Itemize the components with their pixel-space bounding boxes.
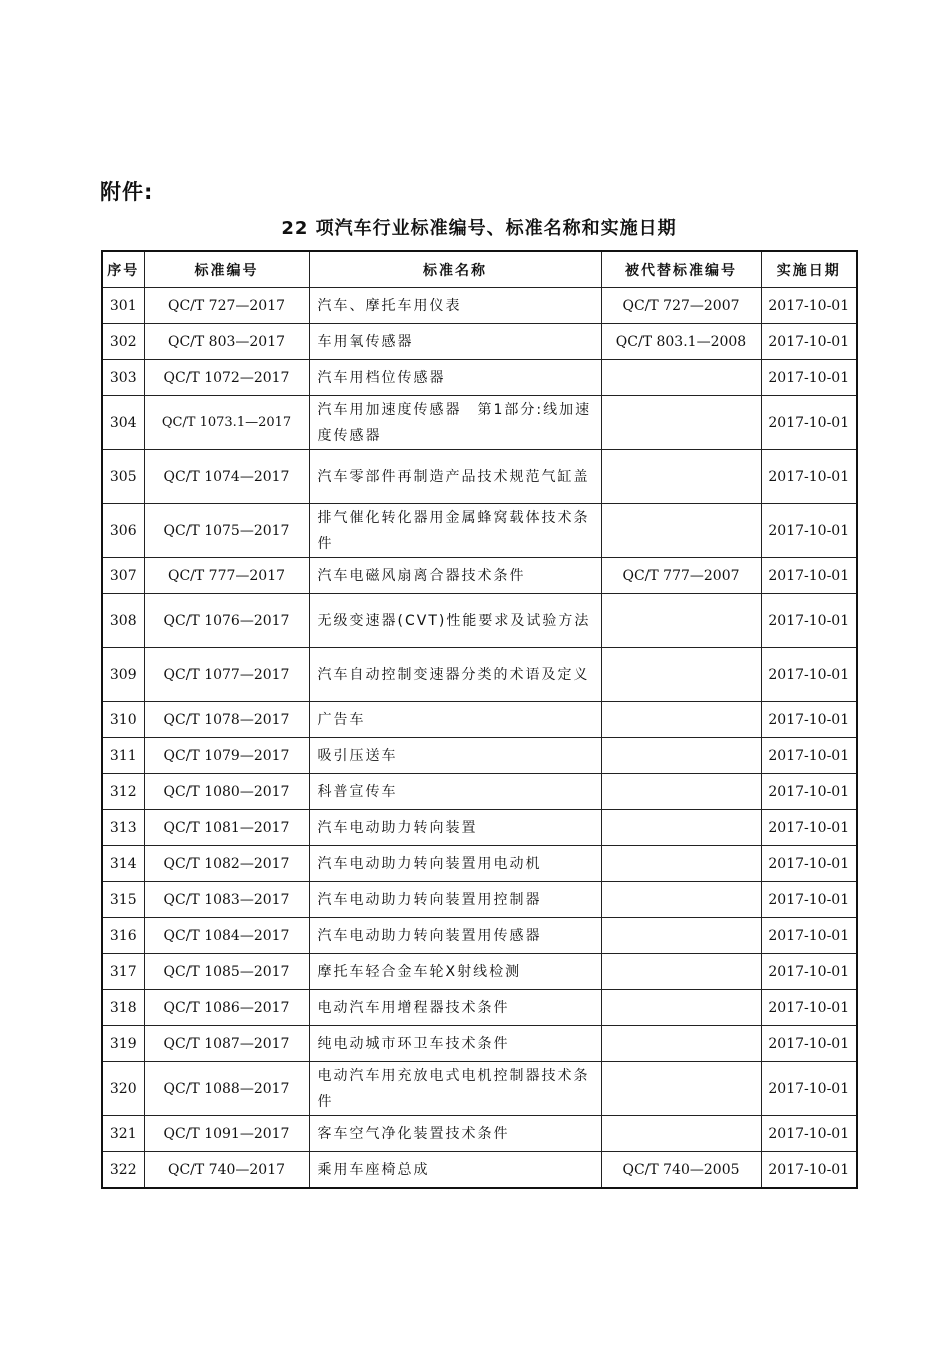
row-seq: 322 xyxy=(102,1152,144,1189)
row-date: 2017-10-01 xyxy=(761,990,857,1026)
row-name: 吸引压送车 xyxy=(309,738,601,774)
row-code: QC/T 740—2017 xyxy=(144,1152,309,1189)
table-header-row xyxy=(102,251,857,288)
row-date: 2017-10-01 xyxy=(761,1026,857,1062)
row-replaced xyxy=(601,918,761,954)
row-name: 汽车电动助力转向装置用传感器 xyxy=(309,918,601,954)
document-title: 22 项汽车行业标准编号、标准名称和实施日期 xyxy=(281,218,677,239)
row-date: 2017-10-01 xyxy=(761,738,857,774)
row-seq: 307 xyxy=(102,558,144,594)
row-replaced xyxy=(601,846,761,882)
row-code: QC/T 777—2017 xyxy=(144,558,309,594)
table-row xyxy=(102,1116,857,1152)
row-name: 汽车电动助力转向装置用控制器 xyxy=(309,882,601,918)
row-code: QC/T 727—2017 xyxy=(144,288,309,324)
row-replaced xyxy=(601,360,761,396)
row-seq: 315 xyxy=(102,882,144,918)
row-code: QC/T 1076—2017 xyxy=(144,594,309,648)
row-code: QC/T 1073.1—2017 xyxy=(144,396,309,450)
row-name: 汽车、摩托车用仪表 xyxy=(309,288,601,324)
table-row xyxy=(102,288,857,324)
row-seq: 321 xyxy=(102,1116,144,1152)
row-name: 汽车电动助力转向装置 xyxy=(309,810,601,846)
row-seq: 320 xyxy=(102,1062,144,1116)
row-date: 2017-10-01 xyxy=(761,324,857,360)
table-row xyxy=(102,810,857,846)
table-row xyxy=(102,738,857,774)
row-code: QC/T 1079—2017 xyxy=(144,738,309,774)
row-date: 2017-10-01 xyxy=(761,648,857,702)
header-date: 实施日期 xyxy=(761,251,857,288)
row-replaced xyxy=(601,774,761,810)
row-replaced xyxy=(601,504,761,558)
table-row xyxy=(102,1152,857,1189)
row-name: 汽车用档位传感器 xyxy=(309,360,601,396)
row-name: 无级变速器(CVT)性能要求及试验方法 xyxy=(309,594,601,648)
row-seq: 314 xyxy=(102,846,144,882)
row-code: QC/T 1074—2017 xyxy=(144,450,309,504)
table-row xyxy=(102,990,857,1026)
row-seq: 313 xyxy=(102,810,144,846)
row-name: 汽车零部件再制造产品技术规范气缸盖 xyxy=(309,450,601,504)
row-date: 2017-10-01 xyxy=(761,846,857,882)
header-code: 标准编号 xyxy=(144,251,309,288)
row-replaced: QC/T 777—2007 xyxy=(601,558,761,594)
row-date: 2017-10-01 xyxy=(761,396,857,450)
row-replaced xyxy=(601,990,761,1026)
row-name: 汽车电磁风扇离合器技术条件 xyxy=(309,558,601,594)
row-replaced xyxy=(601,1026,761,1062)
row-replaced xyxy=(601,954,761,990)
row-name: 摩托车轻合金车轮X射线检测 xyxy=(309,954,601,990)
row-code: QC/T 1086—2017 xyxy=(144,990,309,1026)
row-replaced xyxy=(601,648,761,702)
row-date: 2017-10-01 xyxy=(761,774,857,810)
row-replaced xyxy=(601,594,761,648)
table-row xyxy=(102,504,857,558)
table-row xyxy=(102,882,857,918)
row-date: 2017-10-01 xyxy=(761,1062,857,1116)
row-seq: 317 xyxy=(102,954,144,990)
row-replaced xyxy=(601,738,761,774)
row-replaced xyxy=(601,396,761,450)
row-seq: 305 xyxy=(102,450,144,504)
row-name: 排气催化转化器用金属蜂窝载体技术条件 xyxy=(309,504,601,558)
table-row xyxy=(102,774,857,810)
row-name: 客车空气净化装置技术条件 xyxy=(309,1116,601,1152)
row-date: 2017-10-01 xyxy=(761,1116,857,1152)
attachment-label: 附件: xyxy=(100,180,154,204)
standards-table xyxy=(101,250,858,1189)
table-row xyxy=(102,1026,857,1062)
row-date: 2017-10-01 xyxy=(761,810,857,846)
row-name: 科普宣传车 xyxy=(309,774,601,810)
table-row xyxy=(102,918,857,954)
row-code: QC/T 1075—2017 xyxy=(144,504,309,558)
row-date: 2017-10-01 xyxy=(761,702,857,738)
table-row xyxy=(102,324,857,360)
row-date: 2017-10-01 xyxy=(761,360,857,396)
row-replaced xyxy=(601,810,761,846)
row-name: 广告车 xyxy=(309,702,601,738)
row-date: 2017-10-01 xyxy=(761,450,857,504)
header-replaced: 被代替标准编号 xyxy=(601,251,761,288)
row-seq: 316 xyxy=(102,918,144,954)
row-name: 车用氧传感器 xyxy=(309,324,601,360)
row-replaced: QC/T 803.1—2008 xyxy=(601,324,761,360)
row-replaced: QC/T 727—2007 xyxy=(601,288,761,324)
table-row xyxy=(102,360,857,396)
row-date: 2017-10-01 xyxy=(761,882,857,918)
table-row xyxy=(102,702,857,738)
row-name: 纯电动城市环卫车技术条件 xyxy=(309,1026,601,1062)
row-code: QC/T 1082—2017 xyxy=(144,846,309,882)
row-code: QC/T 1085—2017 xyxy=(144,954,309,990)
table-row xyxy=(102,594,857,648)
row-code: QC/T 1091—2017 xyxy=(144,1116,309,1152)
row-code: QC/T 1080—2017 xyxy=(144,774,309,810)
row-code: QC/T 1087—2017 xyxy=(144,1026,309,1062)
row-seq: 301 xyxy=(102,288,144,324)
row-seq: 311 xyxy=(102,738,144,774)
row-date: 2017-10-01 xyxy=(761,288,857,324)
row-seq: 304 xyxy=(102,396,144,450)
row-date: 2017-10-01 xyxy=(761,558,857,594)
row-name: 电动汽车用充放电式电机控制器技术条件 xyxy=(309,1062,601,1116)
row-name: 乘用车座椅总成 xyxy=(309,1152,601,1189)
row-code: QC/T 1081—2017 xyxy=(144,810,309,846)
row-date: 2017-10-01 xyxy=(761,504,857,558)
row-name: 汽车用加速度传感器 第1部分:线加速度传感器 xyxy=(309,396,601,450)
row-seq: 308 xyxy=(102,594,144,648)
row-code: QC/T 1083—2017 xyxy=(144,882,309,918)
row-name: 汽车自动控制变速器分类的术语及定义 xyxy=(309,648,601,702)
table-row xyxy=(102,558,857,594)
row-replaced: QC/T 740—2005 xyxy=(601,1152,761,1189)
row-code: QC/T 1088—2017 xyxy=(144,1062,309,1116)
row-code: QC/T 803—2017 xyxy=(144,324,309,360)
row-name: 电动汽车用增程器技术条件 xyxy=(309,990,601,1026)
row-date: 2017-10-01 xyxy=(761,954,857,990)
row-replaced xyxy=(601,702,761,738)
row-date: 2017-10-01 xyxy=(761,1152,857,1189)
row-seq: 306 xyxy=(102,504,144,558)
header-seq: 序号 xyxy=(102,251,144,288)
row-code: QC/T 1084—2017 xyxy=(144,918,309,954)
row-code: QC/T 1077—2017 xyxy=(144,648,309,702)
row-replaced xyxy=(601,882,761,918)
table-row xyxy=(102,648,857,702)
table-row xyxy=(102,954,857,990)
header-name: 标准名称 xyxy=(309,251,601,288)
row-seq: 309 xyxy=(102,648,144,702)
row-replaced xyxy=(601,1062,761,1116)
row-seq: 303 xyxy=(102,360,144,396)
row-code: QC/T 1078—2017 xyxy=(144,702,309,738)
row-seq: 319 xyxy=(102,1026,144,1062)
table-row xyxy=(102,396,857,450)
row-name: 汽车电动助力转向装置用电动机 xyxy=(309,846,601,882)
row-seq: 312 xyxy=(102,774,144,810)
row-code: QC/T 1072—2017 xyxy=(144,360,309,396)
table-row xyxy=(102,846,857,882)
table-row xyxy=(102,1062,857,1116)
row-date: 2017-10-01 xyxy=(761,594,857,648)
row-replaced xyxy=(601,450,761,504)
row-date: 2017-10-01 xyxy=(761,918,857,954)
row-seq: 302 xyxy=(102,324,144,360)
row-replaced xyxy=(601,1116,761,1152)
row-seq: 310 xyxy=(102,702,144,738)
row-seq: 318 xyxy=(102,990,144,1026)
table-row xyxy=(102,450,857,504)
